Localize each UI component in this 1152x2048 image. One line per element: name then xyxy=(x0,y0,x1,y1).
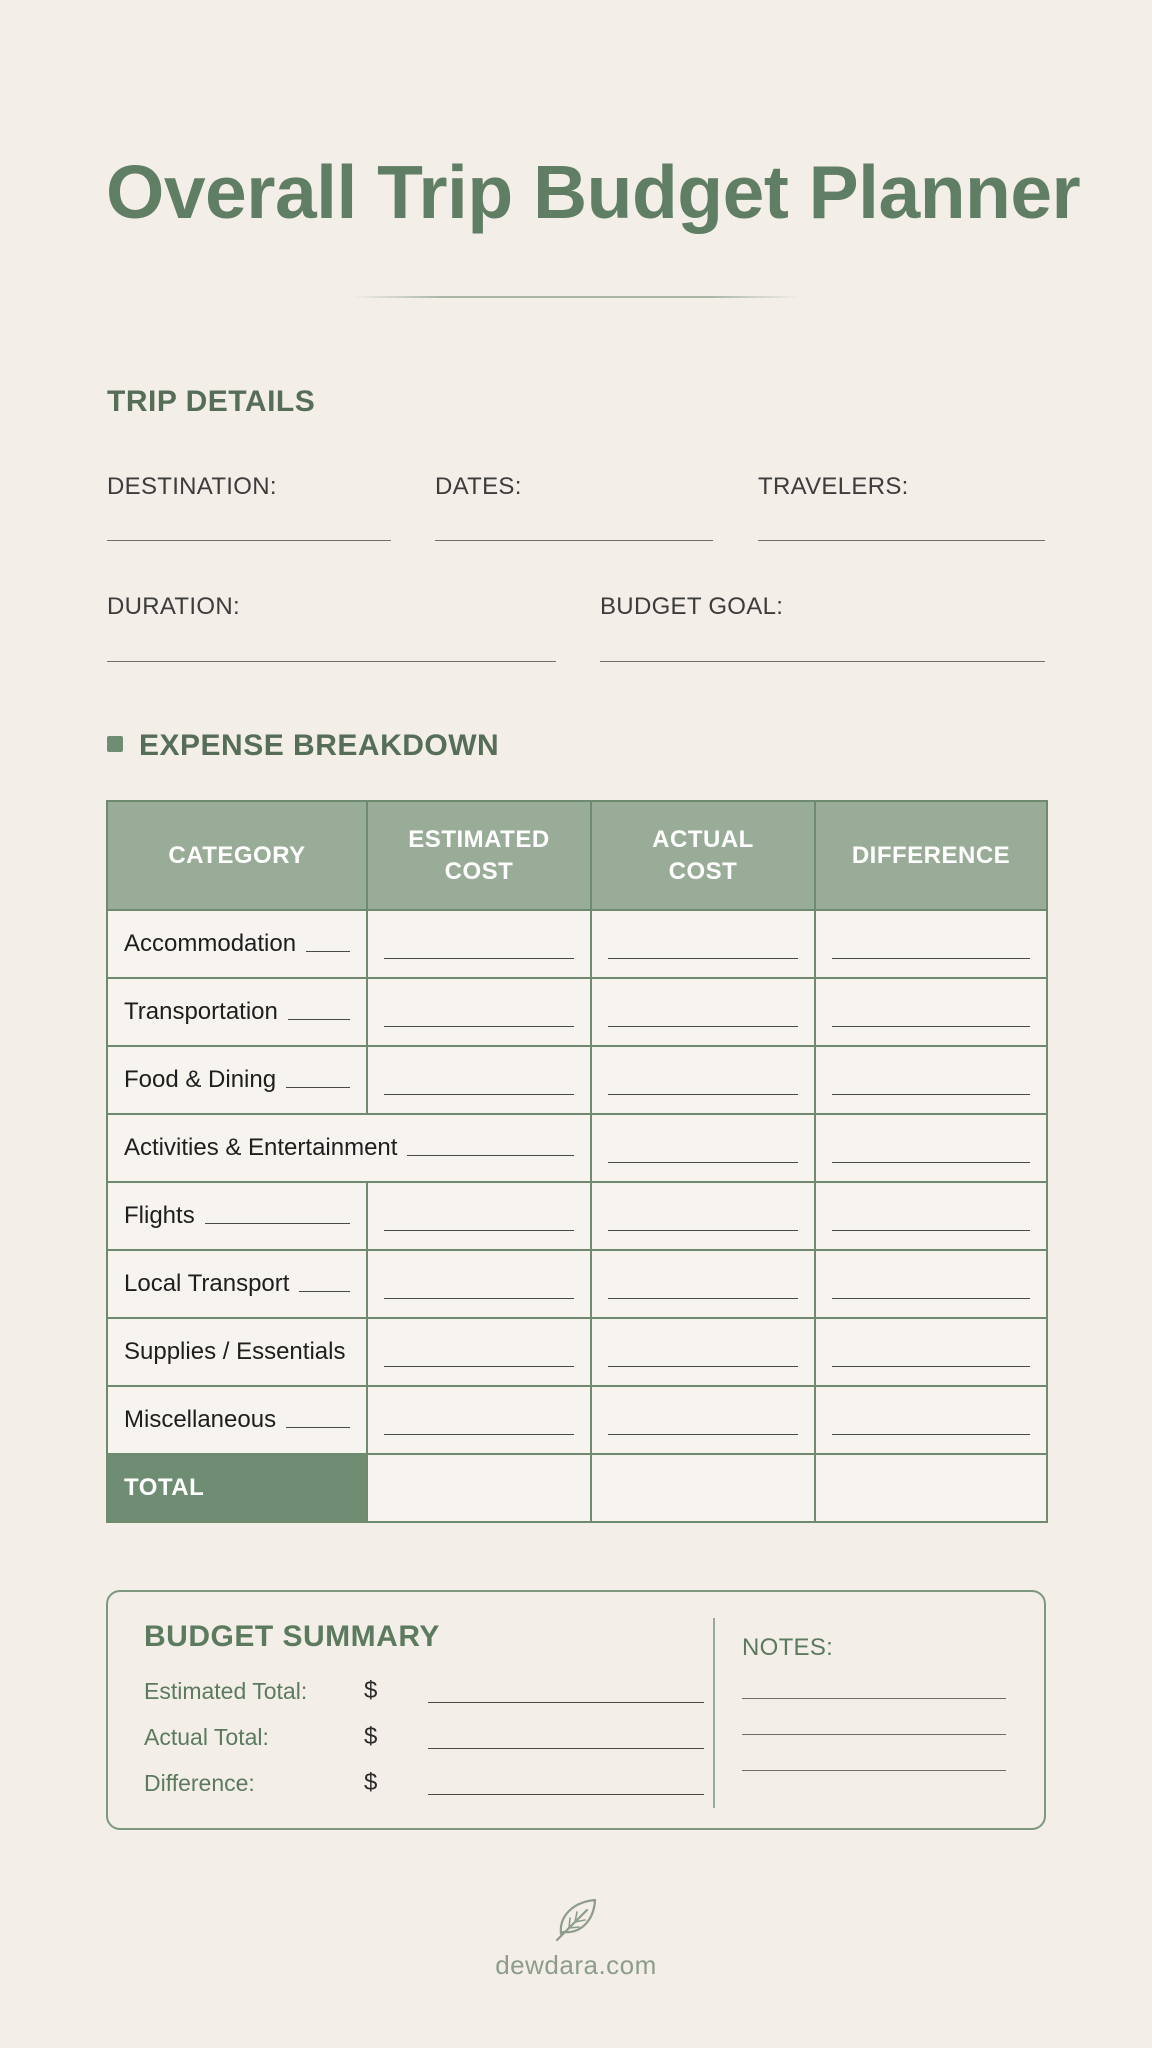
column-header-estimated-cost xyxy=(367,801,591,910)
actual-cell[interactable] xyxy=(591,1318,815,1386)
table-row xyxy=(107,1046,1047,1114)
estimated-total-cell[interactable] xyxy=(367,1454,591,1522)
dates-field[interactable] xyxy=(435,540,713,541)
actual-cell[interactable] xyxy=(591,978,815,1046)
actual-cost-header-text: ACTUAL COST xyxy=(652,825,754,885)
category-blank[interactable] xyxy=(205,1223,350,1224)
difference-cell[interactable] xyxy=(815,910,1047,978)
square-bullet-icon xyxy=(107,736,123,752)
dates-label: DATES: xyxy=(435,473,522,500)
difference-total-cell[interactable] xyxy=(815,1454,1047,1522)
expense-breakdown-heading: EXPENSE BREAKDOWN xyxy=(139,729,500,762)
column-header-category: CATEGORY xyxy=(107,801,367,910)
actual-total-row xyxy=(144,1722,704,1752)
duration-field[interactable] xyxy=(107,661,556,662)
category-label: Flights xyxy=(124,1202,195,1229)
category-cell xyxy=(107,978,367,1046)
destination-label: DESTINATION: xyxy=(107,473,277,500)
notes-line[interactable] xyxy=(742,1734,1006,1735)
actual-total-label: Actual Total: xyxy=(144,1724,269,1750)
estimated-cell[interactable] xyxy=(367,1250,591,1318)
estimated-total-field[interactable] xyxy=(428,1702,704,1703)
budget-summary-heading: BUDGET SUMMARY xyxy=(144,1620,440,1653)
estimated-cost-header-text: ESTIMATED COST xyxy=(408,825,550,885)
difference-cell[interactable] xyxy=(815,1318,1047,1386)
difference-field[interactable] xyxy=(428,1794,704,1795)
expense-table xyxy=(106,800,1048,1523)
page-title: Overall Trip Budget Planner xyxy=(106,150,1081,234)
estimated-cell[interactable] xyxy=(367,1386,591,1454)
category-label: Miscellaneous xyxy=(124,1406,277,1433)
category-blank[interactable] xyxy=(288,1019,350,1020)
category-cell xyxy=(107,1386,367,1454)
difference-cell[interactable] xyxy=(815,1046,1047,1114)
category-cell-wide xyxy=(107,1114,591,1182)
category-cell xyxy=(107,1318,367,1386)
estimated-total-row xyxy=(144,1676,704,1706)
estimated-total-label: Estimated Total: xyxy=(144,1678,308,1704)
difference-cell[interactable] xyxy=(815,978,1047,1046)
summary-divider xyxy=(713,1618,715,1808)
actual-cell[interactable] xyxy=(591,1250,815,1318)
estimated-cell[interactable] xyxy=(367,910,591,978)
difference-row xyxy=(144,1768,704,1798)
total-row xyxy=(107,1454,1047,1522)
currency-symbol: $ xyxy=(364,1677,378,1704)
table-row xyxy=(107,1386,1047,1454)
table-row xyxy=(107,1114,1047,1182)
category-label: Food & Dining xyxy=(124,1066,277,1093)
category-blank[interactable] xyxy=(299,1291,350,1292)
trip-details-heading: TRIP DETAILS xyxy=(107,385,316,418)
category-cell xyxy=(107,1046,367,1114)
table-row xyxy=(107,1250,1047,1318)
category-label: Local Transport xyxy=(124,1270,290,1297)
difference-label: Difference: xyxy=(144,1770,255,1796)
travelers-label: TRAVELERS: xyxy=(758,473,909,500)
difference-cell[interactable] xyxy=(815,1250,1047,1318)
currency-symbol: $ xyxy=(364,1723,378,1750)
category-label: Accommodation xyxy=(124,930,297,957)
estimated-cell[interactable] xyxy=(367,1046,591,1114)
budget-goal-field[interactable] xyxy=(600,661,1045,662)
title-divider xyxy=(352,296,800,298)
column-header-difference: DIFFERENCE xyxy=(815,801,1047,910)
notes-line[interactable] xyxy=(742,1698,1006,1699)
currency-symbol: $ xyxy=(364,1769,378,1796)
notes-line[interactable] xyxy=(742,1770,1006,1771)
category-cell xyxy=(107,1250,367,1318)
actual-total-cell[interactable] xyxy=(591,1454,815,1522)
actual-cell[interactable] xyxy=(591,1182,815,1250)
category-blank[interactable] xyxy=(286,1087,350,1088)
difference-cell[interactable] xyxy=(815,1386,1047,1454)
category-blank[interactable] xyxy=(306,951,350,952)
budget-summary-box xyxy=(106,1590,1046,1830)
category-blank[interactable] xyxy=(286,1427,350,1428)
estimated-cell[interactable] xyxy=(367,978,591,1046)
actual-cell[interactable] xyxy=(591,910,815,978)
table-row xyxy=(107,978,1047,1046)
category-label: Transportation xyxy=(124,998,278,1025)
category-label: Activities & Entertainment xyxy=(124,1134,398,1161)
actual-cell[interactable] xyxy=(591,1386,815,1454)
category-cell xyxy=(107,910,367,978)
travelers-field[interactable] xyxy=(758,540,1045,541)
actual-total-field[interactable] xyxy=(428,1748,704,1749)
category-label: Supplies / Essentials xyxy=(124,1338,346,1365)
actual-cell[interactable] xyxy=(591,1046,815,1114)
column-header-actual-cost xyxy=(591,801,815,910)
table-row xyxy=(107,910,1047,978)
difference-cell[interactable] xyxy=(815,1182,1047,1250)
estimated-cell[interactable] xyxy=(367,1182,591,1250)
table-header-row xyxy=(107,801,1047,910)
actual-cell[interactable] xyxy=(591,1114,815,1182)
category-cell xyxy=(107,1182,367,1250)
notes-label: NOTES: xyxy=(742,1634,834,1661)
table-row xyxy=(107,1182,1047,1250)
total-label: TOTAL xyxy=(107,1454,367,1522)
table-row xyxy=(107,1318,1047,1386)
destination-field[interactable] xyxy=(107,540,391,541)
footer-site[interactable]: dewdara.com xyxy=(495,1950,657,1980)
duration-label: DURATION: xyxy=(107,593,240,620)
leaf-icon xyxy=(551,1894,601,1944)
estimated-cell[interactable] xyxy=(367,1318,591,1386)
difference-cell[interactable] xyxy=(815,1114,1047,1182)
budget-goal-label: BUDGET GOAL: xyxy=(600,593,784,620)
category-blank[interactable] xyxy=(407,1155,574,1156)
